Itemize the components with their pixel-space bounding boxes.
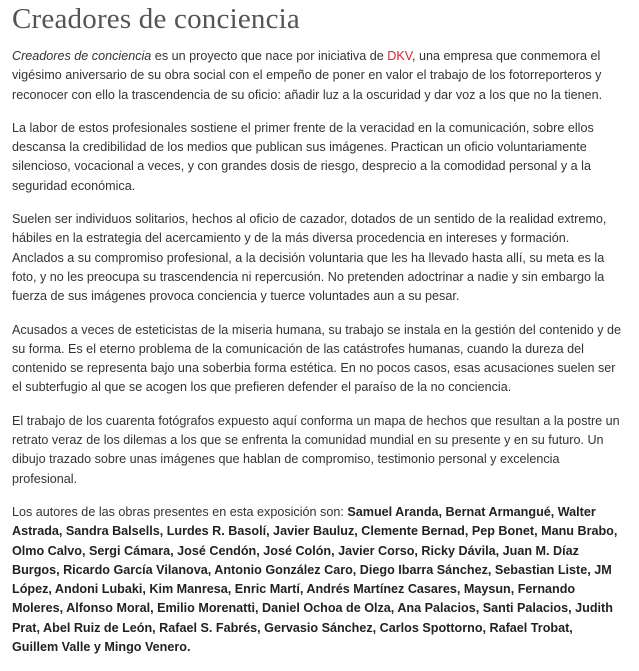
authors-list: Samuel Aranda, Bernat Armangué, Walter Astrada, Sandra Balsells, Lurdes R. Basolí, Javier Bauluz, Clemente Bernad, Pep Bonet, Manu Brabo, Olmo Calvo, Sergi Cámara, José Cendón, José Colón, Javier Corso, Ricky Dávila, Juan M. Díaz Burgos, Ricardo García Vilanova, Antonio González Caro, Diego Ibarra Sánchez, Sebastian Liste, JM López, Andoni Lubaki, Kim Manresa, Enric Martí, Andrés Martínez Casares, Maysun, Fernando Moleres, Alfonso Moral, Emilio Morenatti, Daniel Ochoa de Olza, Ana Palacios, Santi Palacios, Judith Prat, Abel Ruiz de León, Rafael S. Fabrés, Gervasio Sánchez, Carlos Spottorno, Rafael Trobat, Guillem Valle y Mingo Venero. [12, 504, 618, 655]
page-title: Creadores de conciencia [12, 3, 301, 35]
intro-text-before-link: es un proyecto que nace por iniciativa de [151, 49, 388, 63]
body-paragraph: La labor de estos profesionales sostiene el primer frente de la veracidad en la comunicación, sobre ellos descansa la credibilidad de los medios que publican sus imágenes. Practican un oficio voluntariamente silencioso, vocacional a veces, y con grandes dosis de riesgo, desprecio a la comodidad personal y a la seguridad económica. [12, 120, 594, 193]
intro-text-after-link: , una empresa que conmemora el vigésimo aniversario de su obra social con el empeño de poner en valor el trabajo de los fotorreporteros y reconocer con ello la trascendencia de su oficio: añadir luz a la oscuridad y dar voz a los que no la tienen. [12, 49, 603, 102]
intro-paragraph [12, 47, 622, 105]
body-paragraph: Acusados a veces de esteticistas de la miseria humana, su trabajo se instala en la gestión del contenido y de su forma. Es el eterno problema de la comunicación de las catástrofes humanas, cuando la dureza del contenido se representa bajo una soberbia forma estética. En no pocos casos, esas acusaciones suelen ser el subterfugio al que se acogen los que prefieren defender el paraíso de la no conciencia. [12, 322, 622, 395]
body-paragraph: Suelen ser individuos solitarios, hechos al oficio de cazador, dotados de un sentido de la realidad extremo, hábiles en la estrategia del acercamiento y de la más diversa procedencia en intereses y formación. Anclados a su compromiso profesional, a la decisión voluntaria que les ha llevado hasta allí, su meta es la foto, y no les preocupa su trascendencia ni repercusión. No pretenden adoctrinar a nadie y sin embargo la fuerza de sus imágenes provoca conciencia y tuerce voluntades aun a su pesar. [12, 212, 607, 304]
body-paragraph: El trabajo de los cuarenta fotógrafos expuesto aquí conforma un mapa de hechos que resultan a la postre un retrato veraz de los dilemas a los que se enfrenta la comunidad mundial en su presente y en su futuro. Un dibujo trazado sobre unas imágenes que hablan de compromiso, testimonio personal y excelencia profesional. [12, 413, 620, 486]
dkv-link[interactable]: DKV [387, 49, 412, 63]
article [12, 0, 622, 671]
authors-paragraph [12, 503, 622, 657]
project-title-italic: Creadores de conciencia [12, 49, 152, 63]
authors-intro: Los autores de las obras presentes en esta exposición son: [12, 504, 348, 519]
